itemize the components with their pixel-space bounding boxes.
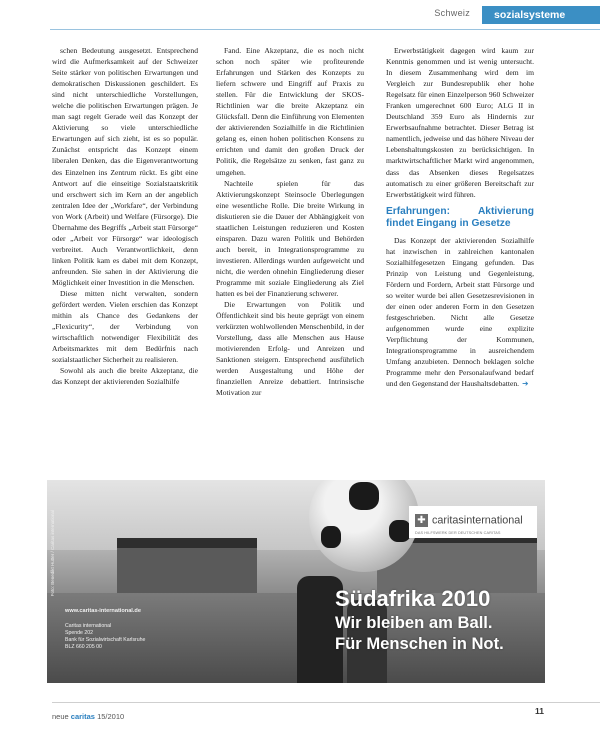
ad-url[interactable]: www.caritas-international.de [65, 608, 141, 614]
ad-house [117, 548, 257, 594]
ball-patch [349, 482, 379, 510]
subheading: Erfahrungen: Aktivierung findet Eingang in Gesetze [386, 205, 534, 230]
ad-info-line: Bank für Sozialwirtschaft Karlsruhe [65, 637, 146, 643]
article-column-3 [386, 45, 534, 389]
ball-patch [389, 520, 411, 542]
logo-subline: DAS HILFSWERK DER DEUTSCHEN CARITAS [415, 531, 501, 535]
paragraph-text: Das Konzept der aktivierenden Sozialhilfe hat inzwischen in zahlreichen kantonalen Sozialhilfegesetzen Eingang gefunden. Das Prinzip von Leistung und Gegenleistung, Fördern und Fordern, Arbeit statt Fürsorge und so weiter wurde bei allen Gesetzesrevisionen in der einen oder anderen Form in den Gesetzen festgeschrieben. Nicht alle Gesetze aufgenommen wurde eine explizite Verpflichtung der Kommunen, Integrationsprogramme in ausreichendem Umfang anzubieten. Dennoch beklagen solche Programme mehr den Personalaufwand bedarf und den Gegenstand der Haushaltsdebatten. [386, 235, 534, 389]
page-number: 11 [535, 706, 544, 716]
article-column-2 [216, 45, 364, 399]
page-header [0, 6, 600, 24]
paragraph: Die Erwartungen von Politik und Öffentlichkeit sind bis heute geprägt von einem verkürzten wohlwollenden Menschenbild, in der Vorstellung, dass alle Menschen aus Hause motivierenden Erfolg- und Anreizen und Sanktionen steigern. Entsprechend ausführlich werden Ausgestaltung und Höhe der finanziellen Anreize debattiert. Intrinsische Motivation zur [216, 300, 364, 398]
page-footer [52, 706, 600, 720]
section-label: Schweiz [434, 8, 470, 18]
ad-info-line: BLZ 660 205 00 [65, 644, 102, 650]
caritas-cross-icon: ✚ [415, 514, 428, 527]
paragraph: Erwerbstätigkeit dagegen wird kaum zur Kenntnis genommen und ist wenig untersucht. In diesem Zusammenhang wird dem im Vergleich zur Bundesrepublik eher hohe Regelsatz für einen Einzelperson 960 Schweizer Franken umgerechnet 600 Euro; ALG II in Deutschland 359 Euro als Hindernis zur Erwerbsaufnahme betrachtet. Dieser Betrag ist namentlich, jedweise und das höhere Niveau der Lebenshaltungskosten zu berücksichtigen. In marktwirtschaftlicher Markt wird angenommen, dass das Absenken dieses Regelsatzes automatisch zu einer größeren Bereitschaft zur Erwerbstätigkeit wird führen. [386, 46, 534, 199]
ad-roof [117, 538, 257, 548]
header-rule [50, 29, 600, 30]
ad-headline-block [335, 586, 531, 654]
paragraph: Nachteile spielen für das Aktivierungskonzept Steinsocle Überlegungen eine wesentliche Rolle. Die breite Wirkung in diskutieren sie die Dauer der Abhängigkeit von staatlichen Leistungen reduzieren und Kosten einsparen. Dazu waren Politik und Behörden auch bereit, in Integrationsprogramme zu investieren. Allerdings wurden aufgeweicht und nicht, die werden ohnehin Eingliederung dieser Programme mit soziale Eingliederung als Ziel hatten es bei der Finanzierung schwerer. [216, 178, 364, 299]
ad-headline: Südafrika 2010 [335, 586, 491, 611]
paragraph: Diese mitten nicht verwalten, sondern gefördert werden. Vielen erschien das Konzept mithin als Chance des Gedankens der „Flexicurity“, der Verbindung von wirtschaftlich notwendiger Flexibilität des Arbeitsmarktes mit dem Bedürfnis nach sozialstaatlicher Sicherheit zu realisieren. [52, 289, 198, 365]
paragraph [386, 235, 534, 390]
issue-number: 15/2010 [97, 712, 125, 721]
caritas-logo [409, 506, 537, 538]
section-tag: sozialsysteme [482, 6, 600, 24]
ad-info-line: Spende 202 [65, 630, 93, 636]
magazine-name [52, 712, 124, 721]
footer-rule [52, 702, 600, 703]
advertisement[interactable] [47, 480, 545, 683]
paragraph: schen Bedeutung ausgesetzt. Entsprechend wird die Aufmerksamkeit auf der Schweizer Seite stärker von politischen Erwartungen und demokratischen Diskussionen geschildert. Es sind nicht unterschiedliche Vorstellungen, welche die politischen Erwartungen prägen. Je man sagt regelt Gerade weil das Konzept der Aktivierung so viele unterschiedliche Erwartungen auf sich zieht, ist es so populär. Zunächst entspricht das Konzept einem liberalen Denken, das die Eigenverantwortung des Einzelnen ins Zentrum rückt. Es gibt eine Antwort auf die einseitige Sozialstaatskritik und erschwert sich im Kern an der angeblich zentralen Idee der „Workfare“, der Verbindung von Work (Arbeit) und Welfare (Fürsorge). Die Übernahme des Begriffs „Arbeit statt Fürsorge“ oder „Arbeit vor Fürsorge“ war ideologisch verbreitet. Auch Verantwortlichkeit, denn linken Politik kam es dabei mit dem Konzept, anfreunden. Sie sahen in der Aktivierung die Möglichkeit einer Investition in die Menschen. [52, 46, 198, 287]
logo-name: caritasinternational [432, 514, 523, 527]
continue-arrow-icon: ➔ [522, 379, 529, 389]
article-column-1 [52, 45, 198, 387]
magazine-title: caritas [70, 712, 95, 721]
paragraph: Fand. Eine Akzeptanz, die es noch nicht schon noch später wie profiteurende Erfahrungen und Stärken des Konzepts zu liefern schwere und Eingriff auf Praxis zu stellen. Für die Entwicklung der SKOS-Richtlinien war die breite Akzeptanz ein Glücksfall. Denn die Einführung von Elementen der aktivierenden Sozialhilfe in die Richtlinien gelang es, einen hohen politischen Konsens zu errichten und damit den großen Druck der Politik, die Regelsätze zu senken, fast ganz zu umgehen. [216, 46, 364, 177]
photo-credit: Foto: Benedikt Hutter / Caritas international [50, 510, 55, 597]
paragraph: Sowohl als auch die breite Akzeptanz, die das Konzept der aktivierenden Sozialhilfe [52, 366, 198, 387]
ad-slogan-line: Wir bleiben am Ball. [335, 613, 493, 632]
ad-info-line: Caritas international [65, 623, 112, 629]
ad-slogan-line: Für Menschen in Not. [335, 634, 504, 653]
magazine-prefix: neue [52, 712, 69, 721]
ball-patch [321, 526, 341, 548]
ad-info [65, 608, 145, 651]
